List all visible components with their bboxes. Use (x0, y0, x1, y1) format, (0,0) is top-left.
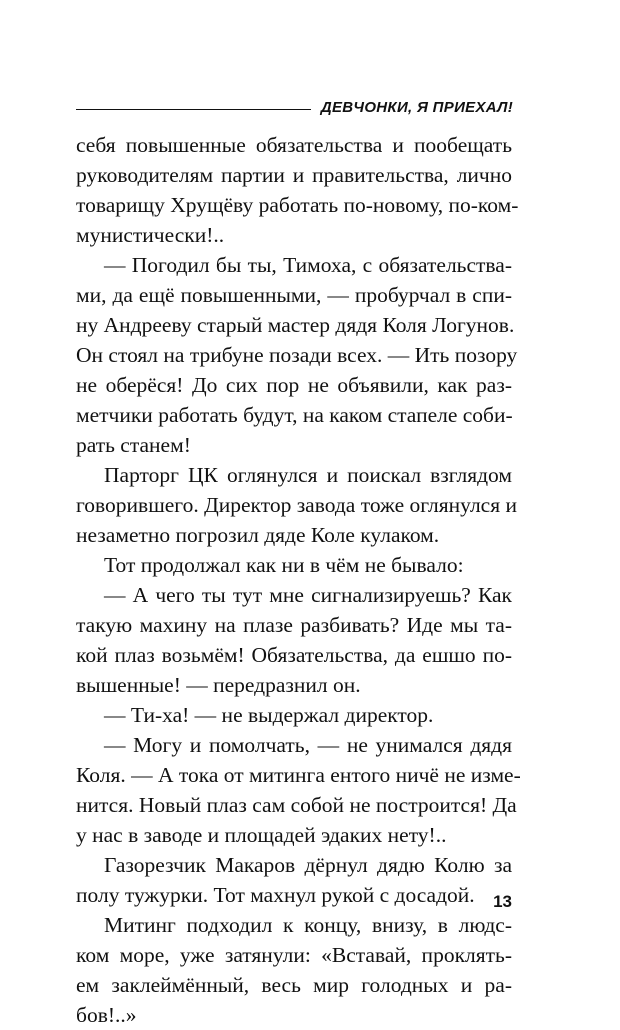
text-line: кой плаз возьмём! Обязательства, да ешшо по- (76, 643, 512, 667)
text-line: полу тужурки. Тот махнул рукой с досадой. (76, 883, 475, 907)
text-line: — Погодил бы ты, Тимоха, с обязательства- (104, 253, 512, 277)
text-line: ми, да ещё повышенными, — пробурчал в спи- (76, 283, 512, 307)
text-line: Он стоял на трибуне позади всех. — Ить позору (76, 343, 518, 367)
text-line: метчики работать будут, на каком стапеле соби- (76, 403, 513, 427)
text-line: себя повышенные обязательства и пообещать (76, 133, 512, 157)
text-line: такую махину на плазе разбивать? Иде мы та- (76, 613, 512, 637)
text-line: Парторг ЦК оглянулся и поискал взглядом (104, 463, 512, 487)
body-text (76, 130, 521, 1030)
text-line: руководителям партии и правительства, лично (76, 163, 512, 187)
text-line: говорившего. Директор завода тоже оглянулся и (76, 493, 517, 517)
header-rule (76, 109, 311, 110)
text-line: мунистически!.. (76, 223, 225, 247)
text-line: ну Андрееву старый мастер дядя Коля Логунов. (76, 313, 515, 337)
text-line: у нас в заводе и площадей эдаких нету!.. (76, 823, 447, 847)
text-line: Газорезчик Макаров дёрнул дядю Колю за (104, 853, 512, 877)
running-header (76, 92, 513, 116)
text-line: Коля. — А тока от митинга ентого ничё не изме- (76, 763, 521, 787)
running-title: ДЕВЧОНКИ, Я ПРИЕХАЛ! (320, 99, 513, 116)
text-line: рать станем! (76, 433, 191, 457)
text-line: вышенные! — передразнил он. (76, 673, 361, 697)
text-line: — А чего ты тут мне сигнализируешь? Как (104, 583, 512, 607)
text-line: незаметно погрозил дяде Коле кулаком. (76, 523, 440, 547)
text-line: Тот продолжал как ни в чём не бывало: (104, 553, 464, 577)
text-line: ем заклеймённый, весь мир голодных и ра- (76, 973, 512, 997)
text-line: нится. Новый плаз сам собой не построится! Да (76, 793, 517, 817)
text-line: — Могу и помолчать, — не унимался дядя (104, 733, 512, 757)
text-line: Митинг подходил к концу, внизу, в людс- (104, 913, 512, 937)
text-line: товарищу Хрущёву работать по-новому, по-ком- (76, 193, 519, 217)
text-line: — Ти-ха! — не выдержал директор. (104, 703, 434, 727)
text-line: не оберёся! До сих пор не объявили, как раз- (76, 373, 512, 397)
page-number: 13 (493, 892, 512, 911)
text-line: бов!..» (76, 1003, 137, 1027)
text-line: ком море, уже затянули: «Вставай, проклять- (76, 943, 512, 967)
